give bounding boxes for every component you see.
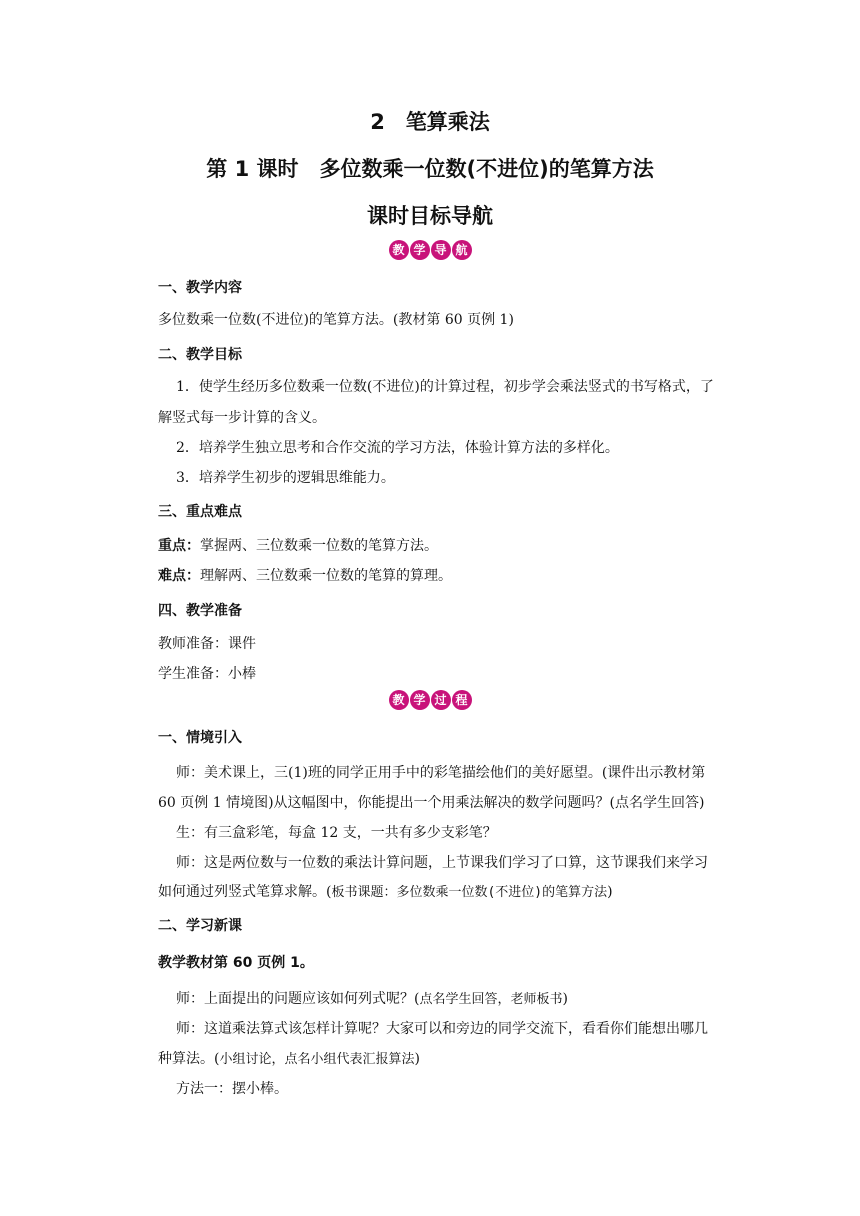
goal-1-line-1: 1．使学生经历多位数乘一位数(不进位)的计算过程，初步学会乘法竖式的书写格式，了 (176, 379, 714, 395)
teacher-prep: 教师准备：课件 (158, 636, 256, 652)
new-q2-line-1: 师：这道乘法算式该怎样计算呢？大家可以和旁边的同学交流下，看看你们能想出哪几 (176, 1021, 708, 1037)
badge-char: 程 (452, 690, 472, 710)
student-prep: 学生准备：小棒 (158, 666, 256, 682)
heading-new-lesson: 二、学习新课 (158, 918, 242, 934)
goal-2: 2．培养学生独立思考和合作交流的学习方法，体验计算方法的多样化。 (176, 440, 619, 456)
badge-char: 教 (389, 240, 409, 260)
section-title: 2 笔算乘法 (370, 110, 490, 134)
goal-3: 3．培养学生初步的逻辑思维能力。 (176, 470, 395, 486)
text-span: 种算法。( (158, 1051, 220, 1067)
intro-p1-line-2: 60 页例 1 情境图)从这幅图中，你能提出一个用乘法解决的数学问题吗？(点名学生回答) (158, 795, 705, 811)
difficulty-point (158, 565, 452, 585)
badge-char: 过 (431, 690, 451, 710)
text-span: ) (607, 884, 613, 900)
lesson-title: 第 1 课时 多位数乘一位数(不进位)的笔算方法 (206, 157, 654, 181)
teaching-process-badge (0, 690, 860, 710)
badge-char: 学 (410, 240, 430, 260)
heading-preparation: 四、教学准备 (158, 603, 242, 619)
text-span: 如何通过列竖式笔算求解。( (158, 884, 332, 900)
heading-key-points: 三、重点难点 (158, 504, 242, 520)
new-q1 (176, 988, 568, 1008)
text-span: ) (562, 991, 568, 1007)
badge-char: 教 (389, 690, 409, 710)
teaching-guide-badge (0, 240, 860, 260)
nav-title: 课时目标导航 (367, 204, 493, 228)
intro-p3-line-2 (158, 881, 613, 901)
text-span: ) (414, 1051, 420, 1067)
intro-p3-line-1: 师：这是两位数与一位数的乘法计算问题，上节课我们学习了口算，这节课我们来学习 (176, 855, 708, 871)
text-span: 师：上面提出的问题应该如何列式呢？( (176, 991, 420, 1007)
difficulty-text: 理解两、三位数乘一位数的笔算的算理。 (200, 568, 452, 584)
heading-goals: 二、教学目标 (158, 347, 242, 363)
badge-char: 航 (452, 240, 472, 260)
teacher-note: 小组讨论，点名小组代表汇报算法 (219, 1052, 415, 1067)
teacher-note: 点名学生回答，老师板书 (419, 992, 563, 1007)
goal-1-line-2: 解竖式每一步计算的含义。 (158, 410, 326, 426)
heading-content: 一、教学内容 (158, 280, 242, 296)
new-q2-line-2 (158, 1048, 420, 1068)
method-1: 方法一：摆小棒。 (176, 1081, 288, 1097)
intro-p1-line-1: 师：美术课上，三(1)班的同学正用手中的彩笔描绘他们的美好愿望。(课件出示教材第 (176, 765, 706, 781)
badge-char: 学 (410, 690, 430, 710)
difficulty-label: 难点： (158, 568, 200, 584)
key-point (158, 535, 438, 555)
intro-p2: 生：有三盒彩笔，每盒 12 支，一共有多少支彩笔？ (176, 825, 497, 841)
board-title-note: 板书课题：多位数乘一位数(不进位)的笔算方法 (331, 885, 608, 900)
badge-char: 导 (431, 240, 451, 260)
key-label: 重点： (158, 538, 200, 554)
content-text: 多位数乘一位数(不进位)的笔算方法。(教材第 60 页例 1) (158, 312, 514, 328)
heading-intro: 一、情境引入 (158, 730, 242, 746)
key-text: 掌握两、三位数乘一位数的笔算方法。 (200, 538, 438, 554)
example-subheading: 教学教材第 60 页例 1。 (158, 955, 314, 971)
